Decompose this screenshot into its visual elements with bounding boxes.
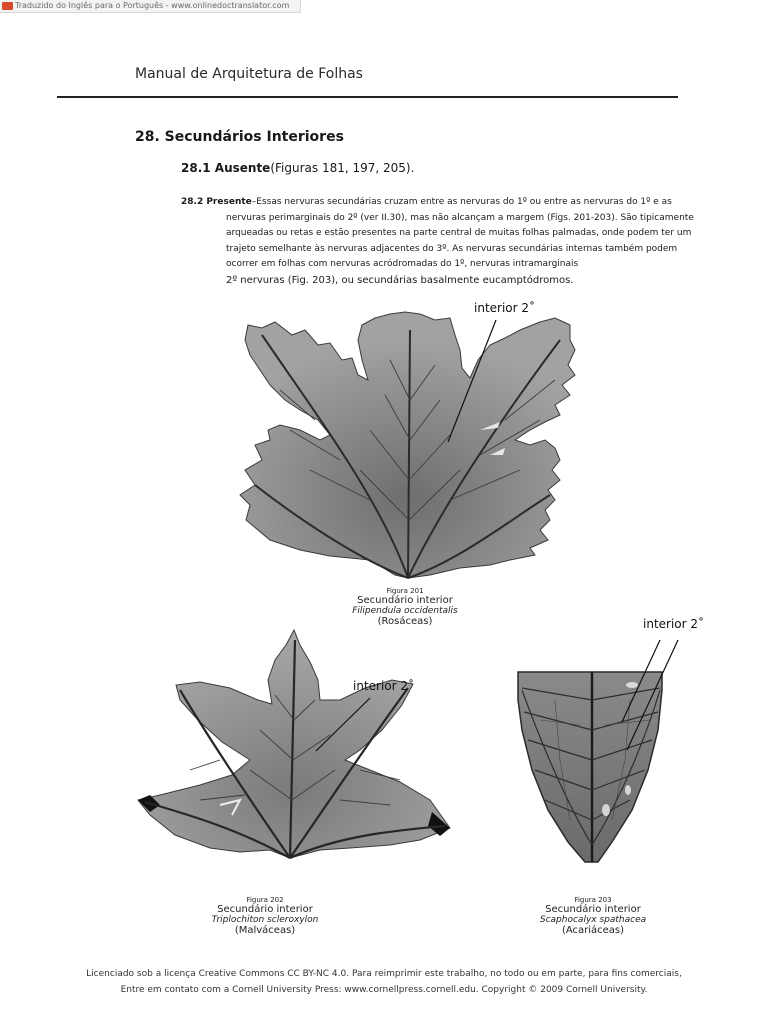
para-line-5: ocorrer em folhas com nervuras acródromadas do 1º, nervuras intramarginais — [226, 259, 579, 270]
figure-202-family: (Malváceas) — [234, 925, 296, 936]
figure-203-annotation: interior 2˚ — [643, 617, 705, 631]
subsection-28-2-label: 28.2 Presente — [181, 197, 252, 207]
para-line-1: –Essas nervuras secundárias cruzam entre as nervuras do 1º ou entre as nervuras do 1º e as — [251, 197, 672, 207]
figure-203-number: Figura 203 — [574, 896, 612, 904]
para-line-2: nervuras perimarginais do 2º (ver II.30), mas não alcançam a margem (Figs. 201-203). São tipicamente — [226, 212, 694, 223]
figure-201-annotation: interior 2˚ — [474, 301, 536, 315]
figure-201-family: (Rosáceas) — [377, 616, 433, 627]
figure-201-species: Filipendula occidentalis — [352, 606, 458, 616]
banner-text: Traduzido do Inglês para o Português - www.onlinedoctranslator.com — [15, 1, 290, 10]
para-line-6: 2º nervuras (Fig. 203), ou secundárias basalmente eucamptódromos. — [226, 274, 574, 286]
figure-203-family: (Acariáceas) — [561, 925, 625, 936]
figure-202-species: Triplochiton scleroxylon — [211, 915, 319, 925]
figure-202-number: Figura 202 — [246, 896, 284, 904]
figure-201-name: Secundário interior — [357, 595, 453, 606]
figure-201-number: Figura 201 — [386, 587, 424, 595]
figure-202-name: Secundário interior — [217, 904, 313, 915]
page-header-title: Manual de Arquitetura de Folhas — [135, 66, 363, 82]
para-line-4: trajeto semelhante às nervuras adjacentes do 3º. As nervuras secundárias internas também podem — [226, 243, 678, 254]
license-footer — [0, 966, 768, 998]
figure-202-annotation: interior 2˚ — [353, 679, 415, 693]
license-line-2: Entre em contato com a Cornell University Press: www.cornellpress.cornell.edu. Copyright © 2009 Cornell University. — [120, 985, 648, 995]
figure-203-caption — [488, 896, 698, 936]
figure-203-name: Secundário interior — [545, 904, 641, 915]
subsection-28-1-text: (Figuras 181, 197, 205). — [270, 161, 415, 175]
license-line-1: Licenciado sob a licença Creative Commons CC BY-NC 4.0. Para reimprimir este trabalho, no todo ou em parte, para fins comerciais, — [86, 969, 682, 979]
figure-203-species: Scaphocalyx spathacea — [539, 915, 647, 925]
section-title: 28. Secundários Interiores — [135, 129, 344, 145]
para-line-3: arqueadas ou retas e estão presentes na parte central de muitas folhas palmadas, onde podem ter um — [226, 228, 692, 239]
subsection-28-1-label: 28.1 Ausente — [181, 161, 271, 175]
